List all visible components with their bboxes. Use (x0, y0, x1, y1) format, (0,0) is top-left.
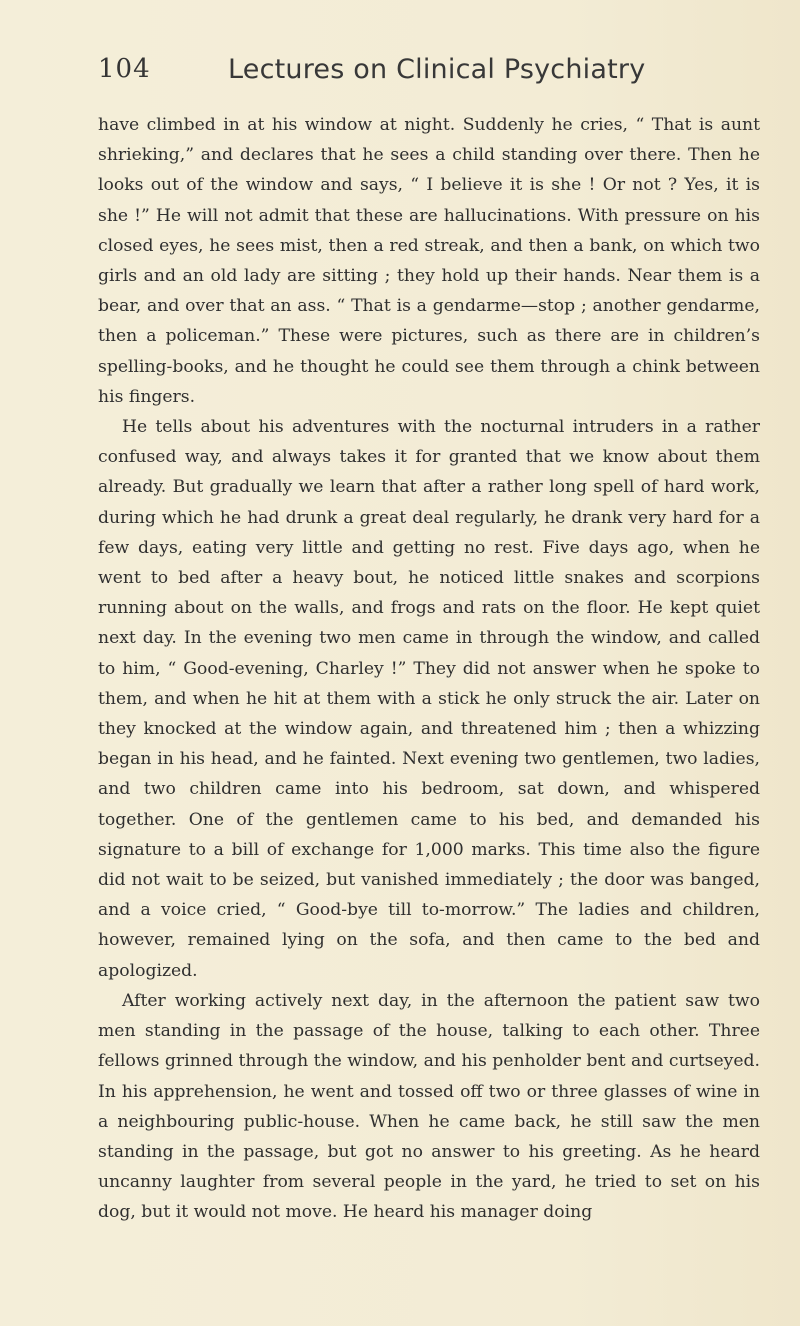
page-number: 104 (98, 54, 151, 84)
paragraph-1: have climbed in at his window at night. Suddenly he cries, “ That is aunt shrieking,” and declares that he sees a child standing over there. Then he looks out of the window and says, “ I believe it is she ! Or not ? Yes, it is she !” He will not admit that these are hallucinations. With pressure on his closed eyes, he sees mist, then a red streak, and then a bank, on which two girls and an old lady are sitting ; they hold up their hands. Near them is a bear, and over that an ass. “ That is a gendarme—stop ; another gendarme, then a policeman.” These were pictures, such as there are in children’s spelling-books, and he thought he could see them through a chink between his fingers. (98, 115, 760, 407)
paragraph-3: After working actively next day, in the afternoon the patient saw two men standing in the passage of the house, talking to each other. Three fellows grinned through the window, and his penholder bent and curtseyed. In his apprehension, he went and tossed off two or three glasses of wine in a neighbouring public-house. When he came back, he still saw the men standing in the passage, but got no answer to his greeting. As he heard uncanny laughter from several people in the yard, he tried to set on his dog, but it would not move. He heard his manager doing (98, 990, 760, 1223)
paragraph-2: He tells about his adventures with the nocturnal intruders in a rather confused way, and always takes it for granted that we know about them already. But gradually we learn that after a rather long spell of hard work, during which he had drunk a great deal regularly, he drank very hard for a few days, eating very little and getting no rest. Five days ago, when he went to bed after a heavy bout, he noticed little snakes and scorpions running about on the walls, and frogs and rats on the floor. He kept quiet next day. In the evening two men came in through the window, and called to him, “ Good-evening, Charley !” They did not answer when he spoke to them, and when he hit at them with a stick he only struck the air. Later on they knocked at the window again, and threatened him ; then a whizzing began in his head, and he fainted. Next evening two gentlemen, two ladies, and two children came into his bedroom, sat down, and whispered together. One of the gentlemen came to his bed, and demanded his signature to a bill of exchange for 1,000 marks. This time also the figure did not wait to be seized, but vanished immediately ; the door was banged, and a voice cried, “ Good-bye till to-morrow.” The ladies and children, however, remained lying on the sofa, and then came to the bed and apologized. (98, 417, 760, 981)
page-header (98, 54, 758, 98)
running-title: Lectures on Clinical Psychiatry (228, 54, 646, 85)
body-text (98, 110, 760, 1228)
